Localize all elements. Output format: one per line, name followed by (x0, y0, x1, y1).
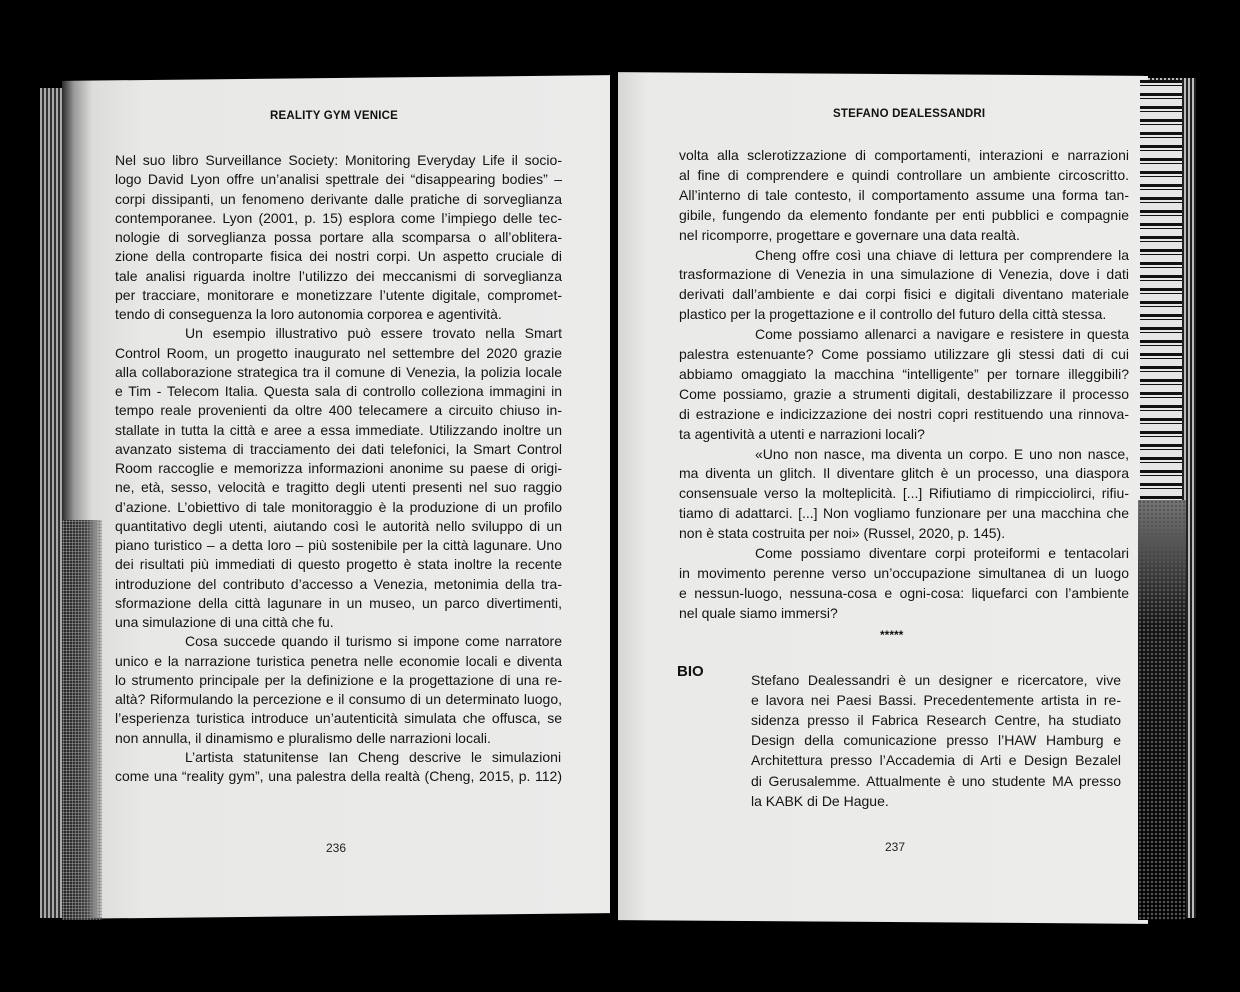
text-line: abbiamo omaggiato la macchina “intelligente” per tornare illeggibili? (679, 365, 1129, 382)
text-line: Control Room, un progetto inaugurato nel settembre del 2020 grazie (115, 344, 562, 361)
text-line: come una “reality gym”, una palestra della realtà (Cheng, 2015, p. 112) (115, 768, 562, 784)
text-line: All’interno di tale contesto, il comportamento assume una forma tan- (679, 186, 1129, 203)
text-line: tendo di conseguenza la loro autonomia corporea e agentività. (115, 306, 502, 322)
text-line: Cosa succede quando il turismo si impone come narratore (185, 633, 562, 650)
text-line: altà? Riformulando la percezione e il consumo di un determinato luogo, (115, 691, 562, 707)
text-line: derivati dall’ambiente e dai corpi fisici e digitali diventano materiale (679, 286, 1129, 303)
text-line: sformazione della città lagunare in un museo, un parco divertimenti, (115, 594, 562, 611)
text-line: contemporanee. Lyon (2001, p. 15) esplora come l’impiego delle tec- (115, 209, 562, 226)
text-line: palestra estenuante? Come possiamo utilizzare gli stessi dati di cui (679, 346, 1129, 362)
text-line: Room raccoglie e memorizza informazioni anonime su paese di origi- (115, 460, 562, 476)
text-line: stallate in tutta la città e aree a essa immediate. Utilizzando inoltre un (115, 421, 562, 438)
text-line: ne, età, sesso, velocità e tragitto degli utenti presenti nel suo raggio (115, 479, 562, 496)
section-separator: ***** (880, 628, 904, 642)
text-line: Come possiamo diventare corpi proteiformi e tentacolari (755, 545, 1129, 561)
text-line: volta alla sclerotizzazione di comportamenti, interazioni e narrazioni (679, 147, 1129, 163)
text-line: corpi dissipanti, un fenomeno derivante dalle pratiche di sorveglianza (115, 190, 562, 207)
text-line: la KABK di De Hague. (751, 792, 889, 809)
text-line: consensuale verso la molteplicità. [...] Rifiutiamo di rimpicciolirci, rifiu- (679, 485, 1129, 502)
dither-decoration-right (1138, 500, 1186, 920)
text-line: gibile, fungendo da elemento fondante per enti pubblici e compagnie (679, 206, 1129, 223)
page-number-left: 236 (326, 841, 347, 855)
text-line: Cheng offre così una chiave di lettura per comprendere la (755, 246, 1129, 263)
text-line: tiamo di adattarci. [...] Non vogliamo funzionare per una macchina che (679, 505, 1130, 522)
text-line: quantitativo degli utenti, aiutando così le autorità nello sviluppo di un (115, 517, 562, 534)
running-head-left: REALITY GYM VENICE (270, 110, 398, 122)
text-line: sidenza presso il Fabrica Research Centre, ha studiato (751, 712, 1121, 729)
text-line: e Tim - Telecom Italia. Questa sala di controllo colleziona immagini in (115, 383, 562, 399)
text-line: nel ricomporre, progettare e governare una data realtà. (679, 226, 1020, 243)
barcode-stripes-decoration (1140, 80, 1182, 500)
text-line: non è stata costruita per noi» (Russel, 2020, p. 145). (679, 525, 1006, 542)
text-line: Architettura presso l’Accademia di Arti e Design Bezalel (751, 752, 1121, 769)
text-line: L’artista statunitense Ian Cheng descrive le simulazioni (185, 748, 562, 765)
text-line: di estrazione e indicizzazione dei nostri copri restituendo una rinnova- (679, 405, 1129, 422)
text-line: nel quale siamo immersi? (679, 604, 838, 621)
text-line: alla collaborazione strategica tra il comune di Venezia, la polizia locale (115, 363, 562, 380)
text-line: piano turistico – a detta loro – più sostenibile per la città lagunare. Uno (115, 537, 562, 553)
text-line: plastico per la progettazione e il controllo del futuro della città stessa. (679, 306, 1107, 323)
text-line: logo David Lyon offre un’analisi spettrale dei “disappearing bodies” – (115, 171, 562, 188)
text-line: Come possiamo, grazie a strumenti digitali, destabilizzare il processo (679, 385, 1129, 402)
text-line: Nel suo libro Surveillance Society: Monitoring Everyday Life il socio- (115, 152, 562, 168)
text-line: lo strumento principale per la definizione e la progettazione di una re- (115, 671, 562, 688)
text-line: zione della controparte fisica dei nostri corpi. Un aspetto cruciale di (115, 248, 562, 265)
running-head-right: STEFANO DEALESSANDRI (833, 108, 986, 120)
text-line: ta agentività a utenti e narrazioni locali? (679, 425, 925, 442)
text-line: ma diventa un glitch. Il diventare glitch è un processo, una diaspora (679, 465, 1129, 482)
page-edges-left (40, 88, 64, 918)
text-line: e nessun-luogo, nessuna-cosa e ogni-cosa: liquefarci con l’ambiente (679, 584, 1130, 601)
dither-decoration-left (62, 520, 102, 920)
text-line: Stefano Dealessandri è un designer e ricercatore, vive (751, 672, 1121, 688)
text-line: non annulla, il dinamismo e pluralismo delle narrazioni locali. (115, 729, 491, 746)
text-line: al fine di comprendere e quindi controllare un ambiente circoscritto. (679, 166, 1129, 183)
text-line: e lavora nei Paesi Bassi. Precedentemente artista in re- (751, 692, 1121, 709)
text-line: per tracciare, monitorare e monetizzare l’utente digitale, compromet- (115, 286, 562, 303)
text-line: avanzato sistema di tracciamento dei dati telefonici, la Smart Control (115, 440, 562, 457)
page-number-right: 237 (885, 840, 906, 854)
bio-label: BIO (677, 663, 704, 680)
text-line: in movimento perenne verso un’occupazione simultanea di un luogo (679, 564, 1129, 581)
text-line: una simulazione di una città che fu. (115, 614, 334, 630)
text-line: l’esperienza turistica introduce un’autenticità simulata che offusca, se (115, 710, 562, 727)
text-line: «Uno non nasce, ma diventa un corpo. E uno non nasce, (755, 445, 1129, 462)
text-line: tempo reale provenienti da oltre 400 telecamere a circuito chiuso in- (115, 402, 562, 419)
text-line: unico e la narrazione turistica penetra nelle economie locali e diventa (115, 652, 562, 669)
text-line: Design della comunicazione presso l’HAW Hamburg e (751, 732, 1121, 749)
text-line: tale analisi riguarda inoltre l’utilizzo dei meccanismi di sorveglianza (115, 267, 562, 284)
text-line: dei risultati più immediati di questo progetto è stata inoltre la recente (115, 556, 562, 573)
text-line: d’azione. L’obiettivo di tale monitoraggio è la produzione di un profilo (115, 498, 562, 515)
text-line: trasformazione di Venezia in una simulazione di Venezia, dove i dati (679, 266, 1129, 283)
text-line: introduzione del contributo d’accesso a Venezia, metonimia della tra- (115, 575, 562, 592)
text-line: di Gerusalemme. Attualmente è uno studente MA presso (751, 772, 1121, 789)
text-line: Un esempio illustrativo può essere trovato nella Smart (185, 325, 562, 342)
text-line: nologie di sorveglianza possa portare alla scomparsa o all’oblitera- (115, 229, 562, 245)
text-line: Come possiamo allenarci a navigare e resistere in questa (755, 326, 1129, 343)
